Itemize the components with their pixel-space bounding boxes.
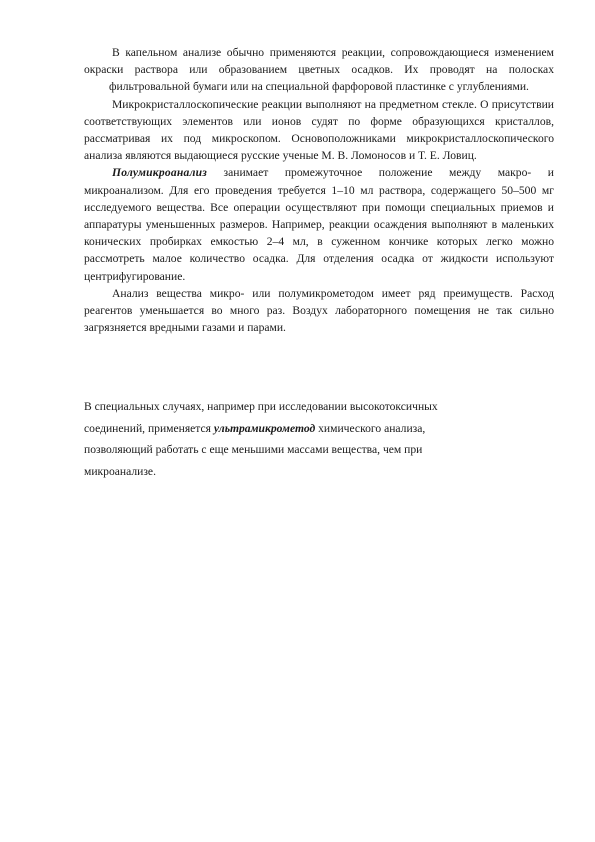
term-semimicroanalysis: Полумикроанализ <box>112 166 207 180</box>
ultramicro-line-3: позволяющий работать с еще меньшими массами вещества, чем при <box>84 443 423 457</box>
ultramicro-line-2-post: химического анализа, <box>315 421 426 435</box>
ultramicro-line-4: микроанализе. <box>84 464 156 478</box>
paragraph-microcrystalloscopy: Микрокристаллоскопические реакции выполняют на предметном стекле. О присутствии соответствующих элементов или ионов судят по форме образующихся кристаллов, рассматривая их под микроскопом. Основоположниками микрокристаллоскопического анализа являются выдающиеся русские ученые М. В. Ломоносов и Т. Е. Ловиц. <box>84 97 554 163</box>
document-body-ultramicro <box>84 396 524 482</box>
paragraph-drop-analysis: В капельном анализе обычно применяются реакции, сопровождающиеся изменением окраски раствора или образованием цветных осадков. Их проводят на полосках фильтровальной бумаги или на специальной фарфоровой пластинке с углублениями. <box>84 46 554 94</box>
ultramicro-line-1: В специальных случаях, например при исследовании высокотоксичных <box>84 400 438 413</box>
document-body <box>84 44 554 336</box>
paragraph-advantages: Анализ вещества микро- или полумикрометодом имеет ряд преимуществ. Расход реагентов уменьшается во много раз. Воздух лабораторного помещения не так сильно загрязняется вредными газами и парами. <box>84 286 554 335</box>
paragraph-semimicroanalysis-text: занимает промежуточное положение между макро- и микроанализом. Для его проведения требуется 1–10 мл раствора, содержащего 50–500 мг исследуемого вещества. Все операции осуществляют при помощи специальных приемов и аппаратуры уменьшенных размеров. Например, реакции осаждения выполняют в маленьких конических пробирках емкостью 2–4 мл, в суженном кончике которых легко можно рассмотреть малое количество осадка. Для отделения осадка от жидкости используют центрифугирование. <box>84 166 554 283</box>
ultramicro-line-2 <box>84 418 524 440</box>
paragraph-semimicroanalysis <box>84 164 554 284</box>
term-ultramicromethod: ультрамикрометод <box>213 421 316 435</box>
ultramicro-line-2-pre: соединений, применяется <box>84 421 214 435</box>
